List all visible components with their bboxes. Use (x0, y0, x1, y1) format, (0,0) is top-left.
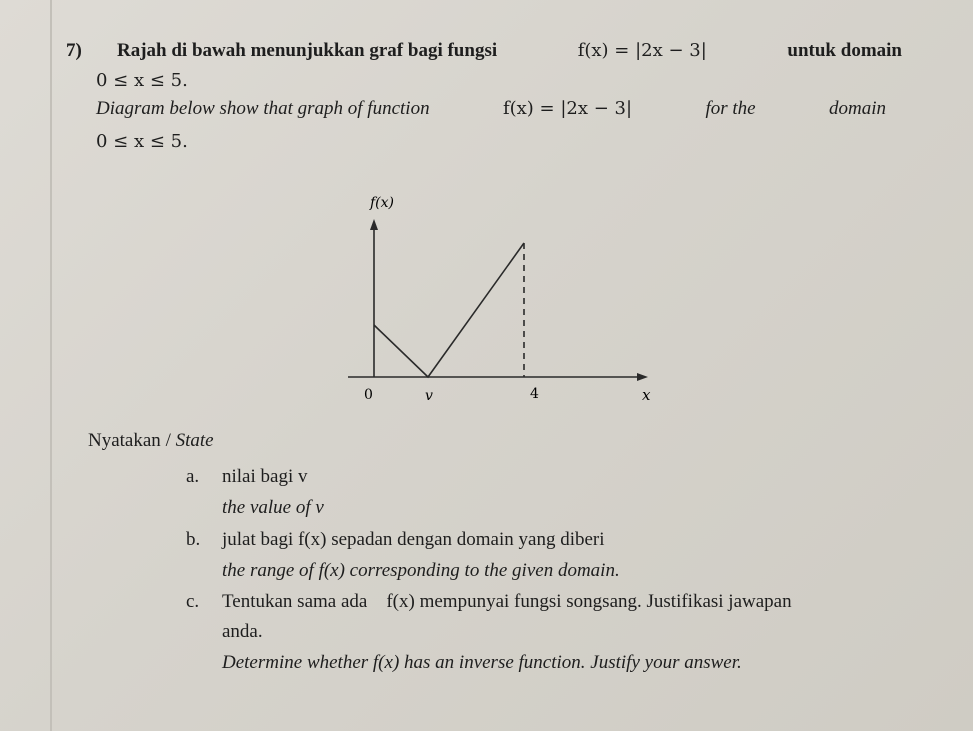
part-c-malay-3: anda. (222, 621, 263, 642)
function-graph (330, 185, 670, 410)
part-c-malay-2: f(x) mempunyai fungsi songsang. Justifikasi jawapan (386, 591, 792, 612)
x-axis-arrow-icon (637, 373, 648, 381)
tick-4-label: 4 (530, 386, 539, 402)
function-expression: f(x) = |2x − 3| (577, 40, 707, 61)
part-a-label: a. (186, 466, 200, 487)
question-english-prefix: Diagram below show that graph of function (96, 98, 430, 119)
part-c-label: c. (186, 591, 200, 612)
question-number: 7) (66, 40, 82, 61)
part-b-label: b. (186, 529, 201, 550)
y-axis-label: f(x) (370, 195, 395, 211)
domain-malay: 0 ≤ x ≤ 5. (96, 70, 188, 91)
state-malay: Nyatakan (88, 430, 161, 451)
part-b-english: the range of f(x) corresponding to the given domain. (222, 560, 620, 581)
v-label: v (425, 388, 433, 404)
page-margin-line (50, 0, 52, 731)
question-english-suffix-1: for the (705, 98, 756, 119)
question-malay-suffix: untuk domain (787, 40, 902, 61)
part-a-english: the value of v (222, 497, 324, 518)
state-separator: / (160, 430, 176, 451)
part-c-malay-1: Tentukan sama ada (222, 591, 368, 612)
question-english-suffix-2: domain (828, 98, 886, 119)
question-text-malay (117, 40, 902, 62)
graph-line (374, 243, 524, 377)
part-b-malay: julat bagi f(x) sepadan dengan domain yang diberi (222, 529, 605, 550)
origin-label: 0 (364, 387, 373, 403)
question-text-english (96, 98, 886, 120)
question-malay-prefix: Rajah di bawah menunjukkan graf bagi fungsi (117, 40, 498, 61)
function-expression-english: f(x) = |2x − 3| (502, 98, 633, 119)
part-a-malay: nilai bagi v (222, 466, 308, 487)
state-heading (88, 430, 214, 452)
part-c-english: Determine whether f(x) has an inverse function. Justify your answer. (222, 652, 742, 673)
part-c-malay-line1 (222, 591, 792, 613)
x-axis-label: x (642, 386, 651, 404)
y-axis-arrow-icon (370, 219, 378, 230)
domain-english: 0 ≤ x ≤ 5. (96, 131, 188, 152)
state-english: State (175, 430, 214, 451)
